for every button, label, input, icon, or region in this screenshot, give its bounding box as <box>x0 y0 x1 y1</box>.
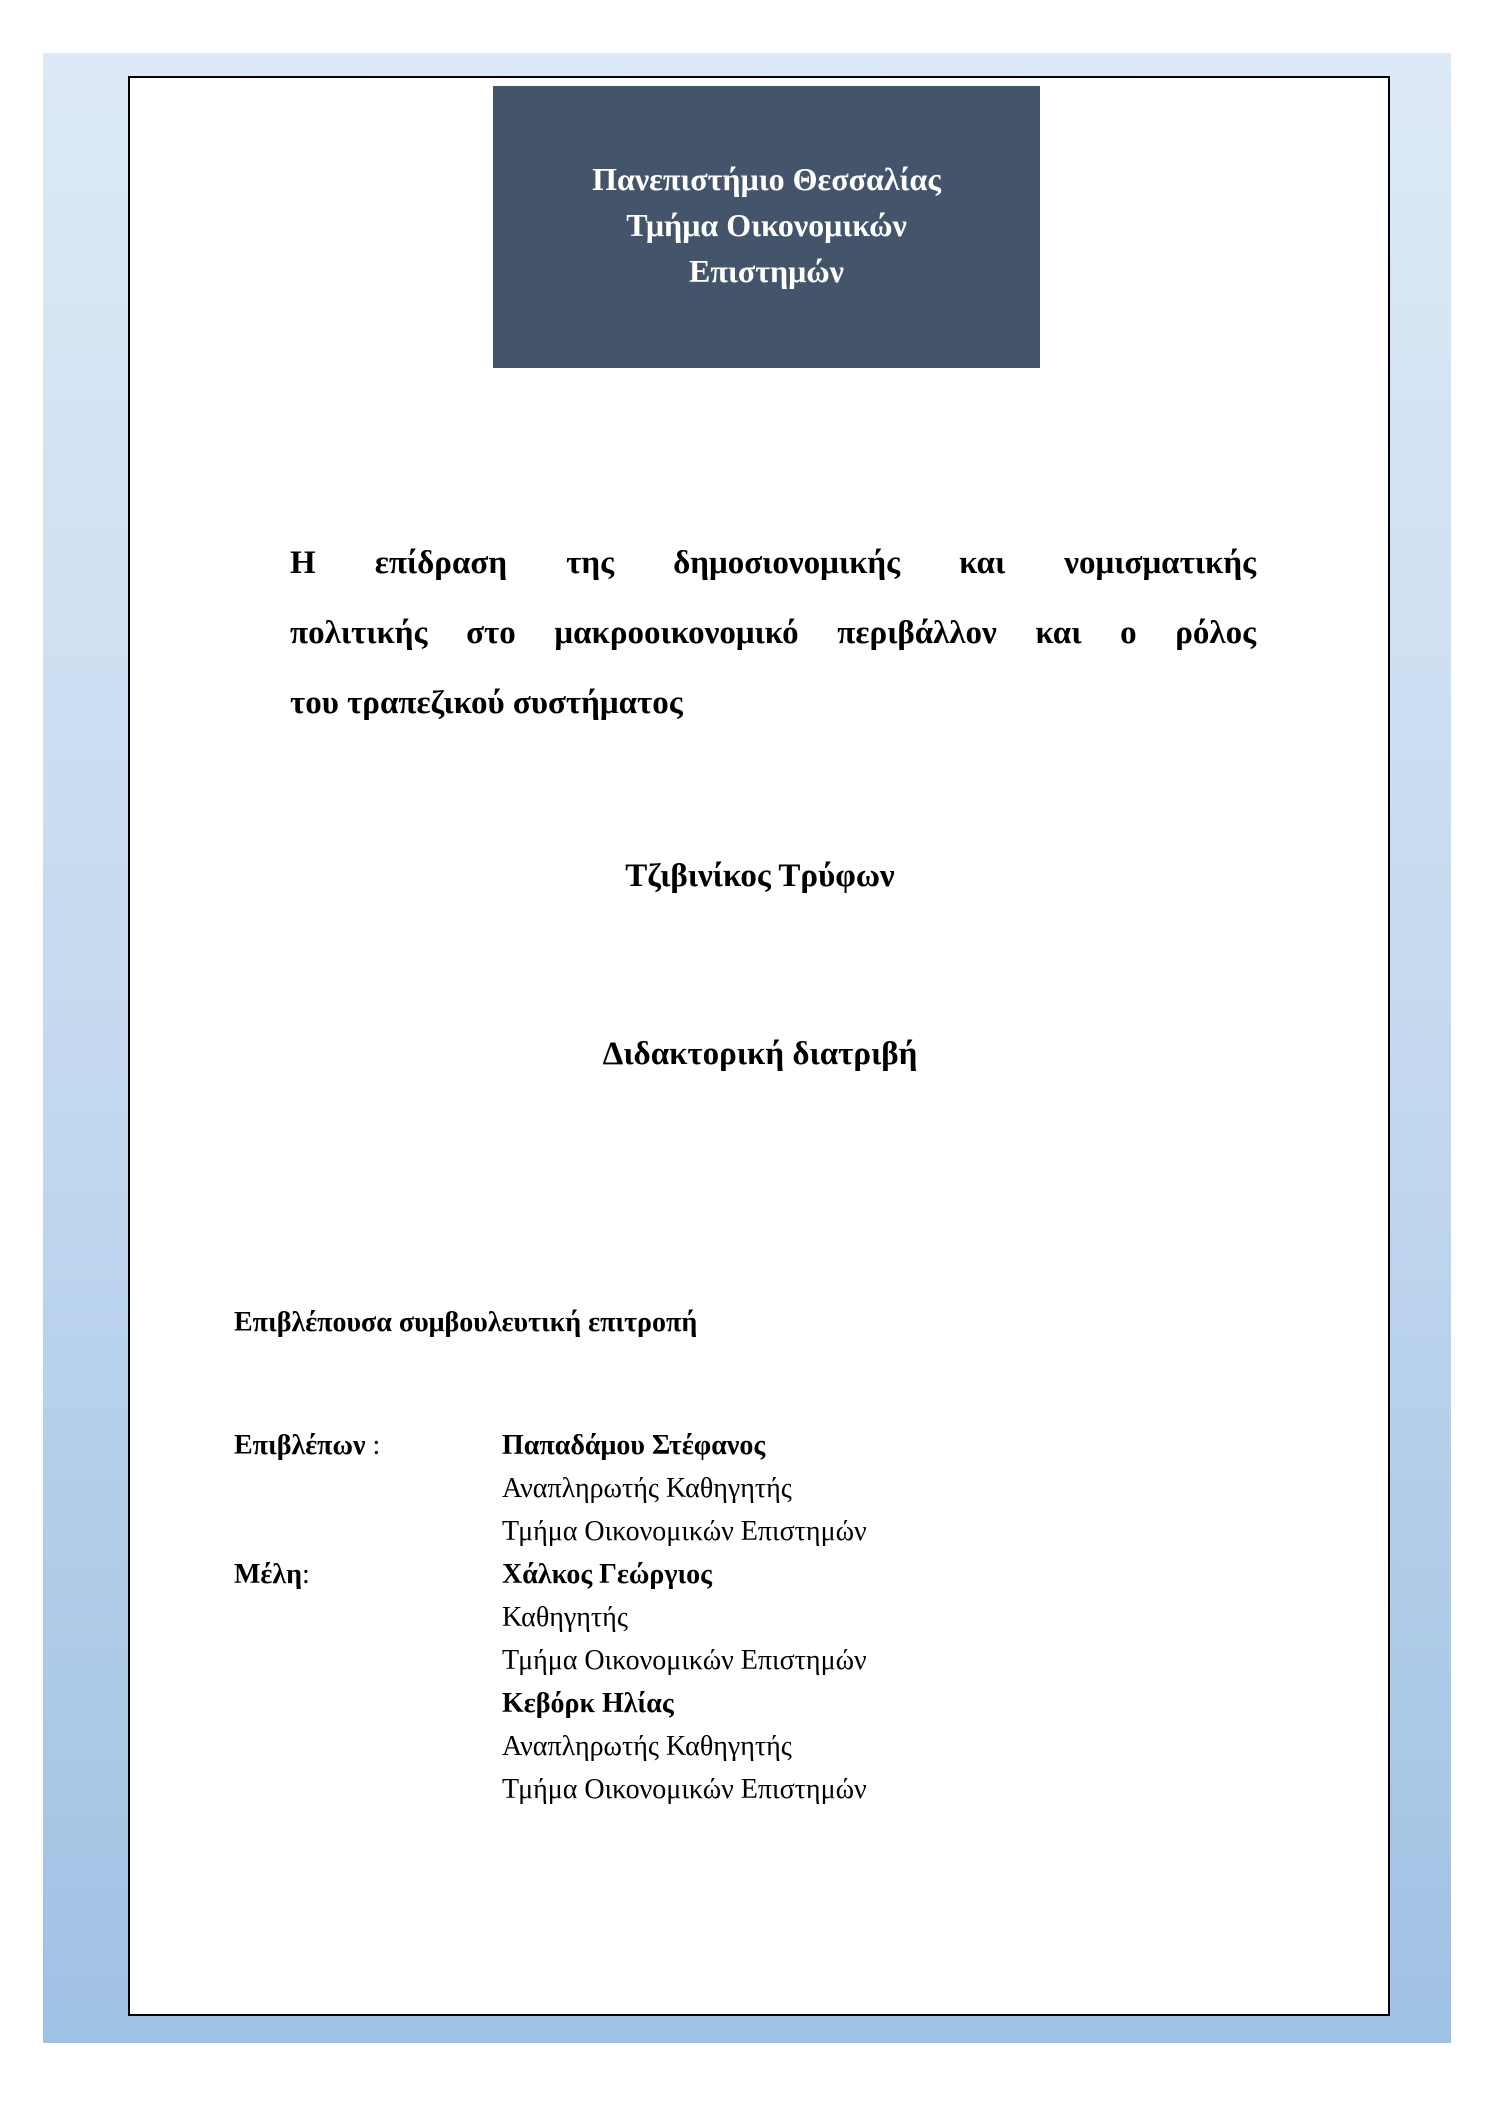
university-header-block <box>493 86 1040 368</box>
thesis-title <box>290 528 1256 738</box>
committee-row <box>234 1639 1134 1682</box>
committee-row <box>234 1725 1134 1768</box>
member-1-title: Καθηγητής <box>502 1602 628 1633</box>
committee-list <box>234 1424 1134 1811</box>
member-1-department: Τμήμα Οικονομικών Επιστημών <box>502 1645 867 1676</box>
supervisor-department: Τμήμα Οικονομικών Επιστημών <box>502 1516 867 1547</box>
supervisor-title: Αναπληρωτής Καθηγητής <box>502 1473 792 1504</box>
author-name: Τζιβινίκος Τρύφων <box>625 858 895 894</box>
member-1-name: Χάλκος Γεώργιος <box>502 1559 712 1590</box>
supervisor-separator: : <box>365 1430 381 1461</box>
members-separator: : <box>302 1559 310 1590</box>
committee-row <box>234 1510 1134 1553</box>
committee-row <box>234 1467 1134 1510</box>
supervisor-role-label <box>234 1424 380 1467</box>
committee-row <box>234 1682 1134 1725</box>
thesis-title-line-3: του τραπεζικού συστήματος <box>290 685 683 721</box>
department-name-line-1: Τμήμα Οικονομικών <box>626 207 907 243</box>
supervisor-name: Παπαδάμου Στέφανος <box>502 1430 766 1461</box>
member-2-department: Τμήμα Οικονομικών Επιστημών <box>502 1774 867 1805</box>
member-2-title: Αναπληρωτής Καθηγητής <box>502 1731 792 1762</box>
member-2-name: Κεβόρκ Ηλίας <box>502 1688 674 1719</box>
thesis-title-line-2: πολιτικής στο μακροοικονομικό περιβάλλον και ο ρόλος <box>290 615 1256 651</box>
committee-row <box>234 1424 1134 1467</box>
department-name-line-2: Επιστημών <box>689 253 844 289</box>
committee-heading: Επιβλέπουσα συμβουλευτική επιτροπή <box>234 1307 698 1338</box>
committee-row <box>234 1768 1134 1811</box>
university-name: Πανεπιστήμιο Θεσσαλίας <box>592 161 941 197</box>
members-label: Μέλη <box>234 1559 303 1590</box>
committee-row <box>234 1596 1134 1639</box>
thesis-title-line-1: Η επίδραση της δημοσιονομικής και νομισματικής <box>290 545 1256 581</box>
committee-row <box>234 1553 1134 1596</box>
document-type: Διδακτορική διατριβή <box>602 1036 918 1072</box>
supervisor-label: Επιβλέπων <box>234 1430 366 1461</box>
members-role-label <box>234 1553 310 1596</box>
